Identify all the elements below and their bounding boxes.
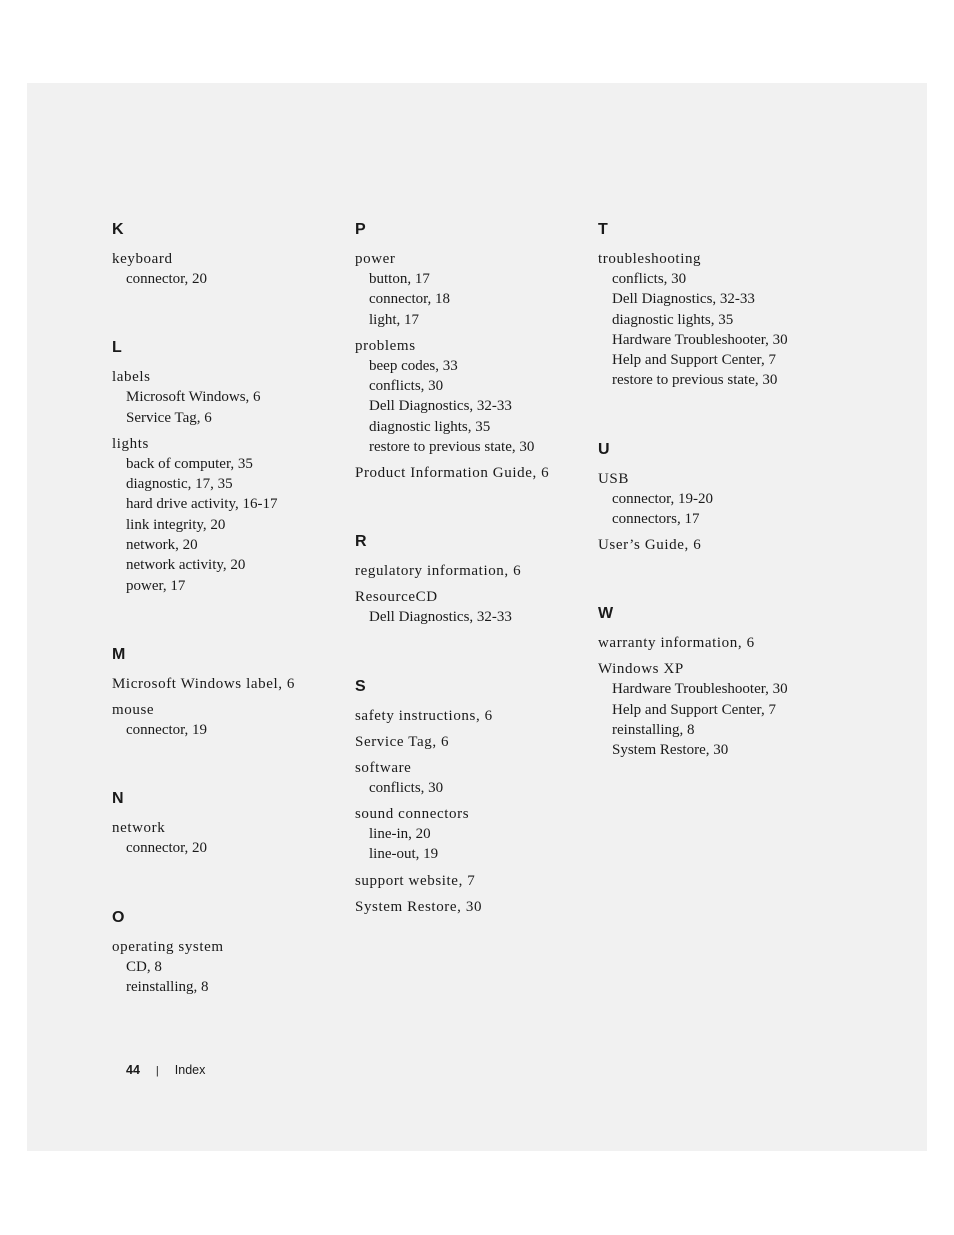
section-letter: L [112,339,122,357]
index-term: safety instructions, 6 [355,707,493,724]
index-term: operating system [112,938,224,955]
index-subentry: hard drive activity, 16-17 [126,496,278,513]
index-subentry: connector, 19 [126,721,208,738]
index-term: USB [598,470,629,487]
index-term: keyboard [112,251,173,267]
index-section [598,220,833,391]
index-subentry: back of computer, 35 [126,455,253,472]
index-entry [112,818,347,858]
index-subentry: diagnostic lights, 35 [612,311,734,328]
index-column-1 [112,220,347,1046]
index-entry [598,659,833,760]
footer-separator: | [155,1065,159,1077]
index-section [598,604,833,760]
index-entry [355,804,590,865]
index-term: regulatory information, 6 [355,563,522,580]
index-term: labels [112,369,151,386]
index-term: troubleshooting [598,251,702,267]
index-entry [355,587,590,627]
index-entry [355,249,590,330]
index-subentry: network activity, 20 [126,557,246,574]
index-subentry: network, 20 [126,537,198,554]
index-entry [112,249,347,289]
index-entry [355,336,590,457]
index-subentry: conflicts, 30 [369,779,444,796]
page-number: 44 [126,1063,140,1077]
index-entry [355,897,590,917]
index-term: System Restore, 30 [355,898,483,915]
index-subentry: connector, 20 [126,271,208,287]
index-entry [355,732,590,752]
index-entry [598,633,833,653]
index-term: sound connectors [355,805,470,822]
index-section [355,220,590,483]
index-subentry: button, 17 [369,271,430,287]
index-subentry: Dell Diagnostics, 32-33 [369,398,512,415]
index-subentry: connector, 18 [369,291,451,308]
footer-section-name: Index [174,1063,206,1077]
index-subentry: Help and Support Center, 7 [612,352,776,369]
index-term: support website, 7 [355,872,476,889]
index-subentry: diagnostic lights, 35 [369,418,491,435]
index-entry [355,758,590,798]
index-subentry: connectors, 17 [612,511,700,528]
index-subentry: conflicts, 30 [369,378,444,395]
index-subentry: power, 17 [126,577,186,594]
index-term: Microsoft Windows label, 6 [112,675,296,692]
section-letter: P [355,221,366,238]
index-section [112,789,347,858]
index-section [112,338,347,596]
index-term: Service Tag, 6 [355,733,450,750]
index-subentry: Dell Diagnostics, 32-33 [369,609,512,626]
index-subentry: Hardware Troubleshooter, 30 [612,681,788,698]
index-subentry: reinstalling, 8 [612,721,695,738]
index-section [598,440,833,556]
index-term: software [355,759,412,776]
index-subentry: link integrity, 20 [126,516,226,533]
index-subentry: line-in, 20 [369,825,431,842]
index-entry [598,535,833,555]
index-entry [112,937,347,998]
index-section [112,908,347,998]
index-section [355,532,590,627]
index-entry [598,249,833,391]
index-term: ResourceCD [355,589,438,606]
section-letter: T [598,221,608,238]
index-section [112,220,347,289]
section-letter: W [598,605,614,623]
index-term: User’s Guide, 6 [598,537,702,554]
index-entry [112,367,347,428]
section-letter: O [112,908,125,926]
index-subentry: connector, 20 [126,840,208,857]
index-subentry: Dell Diagnostics, 32-33 [612,291,755,308]
index-subentry: reinstalling, 8 [126,978,209,995]
index-entry [112,674,347,694]
index-term: network [112,820,166,837]
section-letter: N [112,790,124,808]
index-subentry: CD, 8 [126,958,162,975]
index-subentry: System Restore, 30 [612,742,729,759]
index-term: power [355,251,396,267]
index-section [355,677,590,917]
index-subentry: light, 17 [369,311,420,328]
index-subentry: connector, 19-20 [612,490,714,507]
index-subentry: Service Tag, 6 [126,409,212,426]
index-subentry: diagnostic, 17, 35 [126,476,233,493]
section-letter: R [355,533,367,551]
index-subentry: line-out, 19 [369,846,439,863]
index-term: lights [112,435,149,452]
index-subentry: Microsoft Windows, 6 [126,389,261,406]
index-term: Windows XP [598,661,684,678]
index-term: warranty information, 6 [598,635,755,652]
index-column-3 [598,220,833,810]
index-entry [355,463,590,483]
section-letter: K [112,221,124,238]
index-entry [355,561,590,581]
index-subentry: conflicts, 30 [612,271,687,287]
index-subentry: Hardware Troubleshooter, 30 [612,331,788,348]
section-letter: S [355,677,366,695]
index-term: Product Information Guide, 6 [355,465,550,482]
index-subentry: Help and Support Center, 7 [612,701,776,718]
section-letter: M [112,645,126,663]
page-footer [126,1062,205,1079]
index-subentry: restore to previous state, 30 [369,439,535,456]
index-column-2 [355,220,590,966]
index-entry [112,434,347,596]
index-term: mouse [112,701,155,718]
section-letter: U [598,440,610,458]
index-entry [112,700,347,740]
index-section [112,645,347,740]
index-entry [355,871,590,891]
index-entry [598,469,833,530]
index-term: problems [355,337,416,354]
index-subentry: restore to previous state, 30 [612,372,778,389]
index-subentry: beep codes, 33 [369,357,458,374]
index-entry [355,706,590,726]
